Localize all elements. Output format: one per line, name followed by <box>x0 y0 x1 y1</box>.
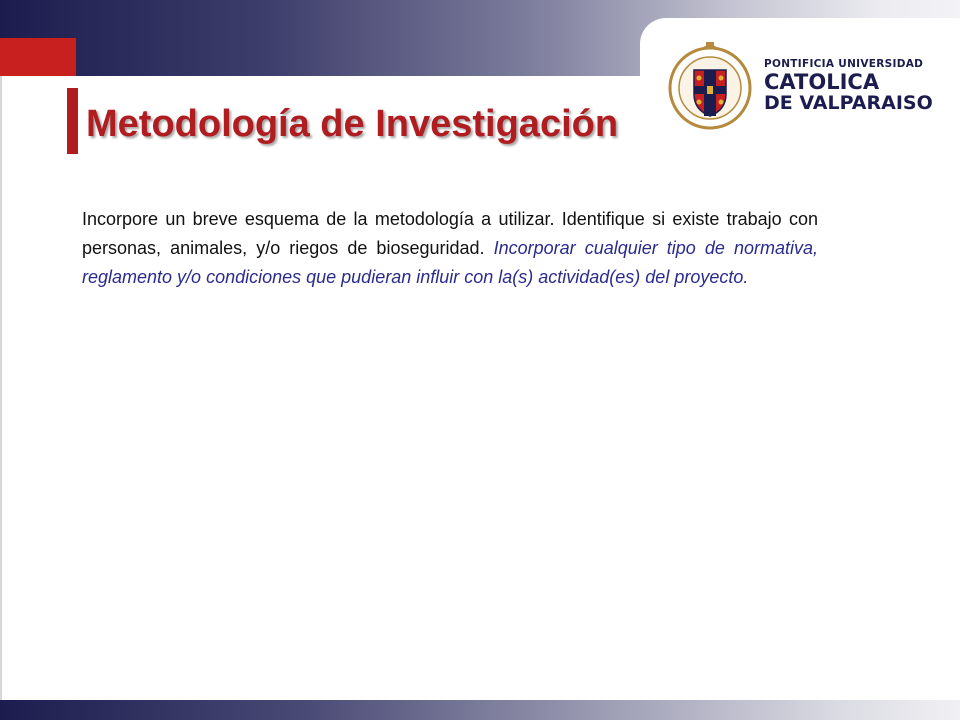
header-accent-square <box>0 38 76 76</box>
body-instruction-text: Incorpore un breve esquema de la metodología a utilizar. Identifique si existe trabajo con personas, animales, y/o riegos de bioseguridad. <box>82 209 818 258</box>
slide-body <box>82 205 818 292</box>
wordmark-line-1: PONTIFICIA UNIVERSIDAD <box>764 58 924 70</box>
footer-gradient-band <box>0 700 960 720</box>
wordmark-line-2: CATOLICA <box>764 70 880 94</box>
slide-title: Metodología de Investigación <box>86 103 619 145</box>
wordmark-line-3: DE VALPARAISO <box>764 92 933 114</box>
body-italic-text: Incorporar cualquier tipo de normativa, reglamento y/o condiciones que pudieran influir con la(s) actividad(es) del proyecto. <box>82 238 818 287</box>
left-border-rule <box>0 76 2 700</box>
university-wordmark <box>764 58 954 113</box>
university-seal-icon <box>666 40 754 132</box>
title-accent-bar <box>67 88 78 154</box>
